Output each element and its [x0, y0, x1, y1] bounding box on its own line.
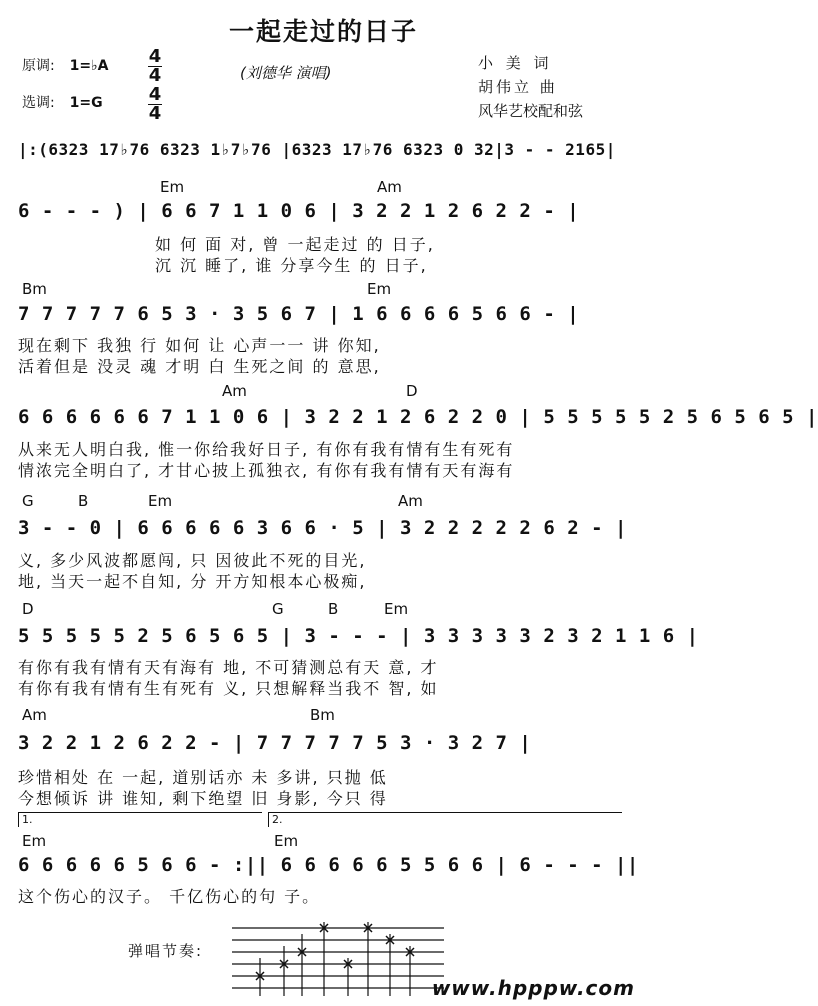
lyric-line: 有你有我有情有生有死有 义, 只想解释当我不 智, 如	[18, 679, 439, 698]
chord-symbol: Am	[222, 382, 247, 400]
notation-line: 6 6 6 6 6 5 6 6 - :|| 6 6 6 6 6 5 5 6 6 | 6 - - - ||	[18, 854, 639, 876]
chord-symbol: Am	[377, 178, 402, 196]
performer: (刘德华 演唱)	[240, 64, 332, 82]
score-row	[18, 200, 630, 226]
chord-symbol: Bm	[22, 280, 47, 298]
rhythm-label: 弹唱节奏:	[128, 942, 204, 960]
score-row	[18, 406, 818, 432]
chord-symbol: Em	[384, 600, 409, 618]
lyric-line: 情浓完全明白了, 才甘心披上孤独衣, 有你有我有情有天有海有	[18, 461, 515, 480]
score-row	[18, 303, 630, 329]
chord-symbol: Em	[148, 492, 173, 510]
score-row	[18, 517, 630, 543]
notation-line: 5 5 5 5 5 2 5 6 5 6 5 | 3 - - - | 3 3 3 3 3 2 3 2 1 1 6 |	[18, 625, 699, 647]
chord-symbol: Em	[160, 178, 185, 196]
lyric-line: 现在剩下 我独 行 如何 让 心声一一 讲 你知,	[18, 336, 381, 355]
time-signature-1: 4 4	[148, 46, 162, 86]
lyric-line: 今想倾诉 讲 谁知, 剩下绝望 旧 身影, 今只 得	[18, 789, 388, 808]
original-key: 原调: 1=♭A	[22, 58, 109, 74]
chord-symbol: Em	[22, 832, 47, 850]
chord-symbol: Am	[22, 706, 47, 724]
notation-line: 3 - - 0 | 6 6 6 6 6 3 6 6 · 5 | 3 2 2 2 2 2 6 2 - |	[18, 517, 627, 539]
lyric-line: 地, 当天一起不自知, 分 开方知根本心极痴,	[18, 572, 367, 591]
notation-line: 6 - - - ) | 6 6 7 1 1 0 6 | 3 2 2 1 2 6 2 2 - |	[18, 200, 580, 222]
score-row	[18, 625, 699, 651]
chord-symbol: B	[328, 600, 339, 618]
lyricist-credit: 小 美 词	[478, 54, 553, 72]
composer-credit: 胡伟立 曲	[478, 78, 558, 96]
notation-line: 7 7 7 7 7 6 5 3 · 3 5 6 7 | 1 6 6 6 6 5 6 6 - |	[18, 303, 580, 325]
lyric-line: 珍惜相处 在 一起, 道别话亦 未 多讲, 只抛 低	[18, 768, 388, 787]
lyric-line: 沉 沉 睡了, 谁 分享今生 的 日子,	[155, 256, 428, 275]
chord-symbol: Em	[274, 832, 299, 850]
chord-symbol: Am	[398, 492, 423, 510]
lyric-line: 这个伤心的汉子。 千亿伤心的句 子。	[18, 887, 321, 906]
chord-symbol: G	[22, 492, 34, 510]
lyric-line: 从来无人明白我, 惟一你给我好日子, 有你有我有情有生有死有	[18, 440, 515, 459]
arranger-credit: 风华艺校配和弦	[478, 102, 584, 120]
chord-symbol: Bm	[310, 706, 335, 724]
notation-line: 6 6 6 6 6 6 7 1 1 0 6 | 3 2 2 1 2 6 2 2 0 | 5 5 5 5 5 2 5 6 5 6 5 |	[18, 406, 818, 428]
second-ending: 2.	[268, 812, 622, 827]
chord-symbol: B	[78, 492, 89, 510]
chord-symbol: G	[272, 600, 284, 618]
watermark: www.hpppw.com	[431, 976, 635, 1000]
lyric-line: 如 何 面 对, 曾 一起走过 的 日子,	[155, 235, 435, 254]
lyric-line: 活着但是 没灵 魂 才明 白 生死之间 的 意思,	[18, 357, 381, 376]
strum-pattern-grid	[232, 918, 444, 996]
score-row	[18, 854, 639, 880]
time-signature-2: 4 4	[148, 84, 162, 124]
score-row	[18, 732, 630, 758]
first-ending: 1.	[18, 812, 262, 827]
score-row	[18, 140, 630, 166]
chord-symbol: Em	[367, 280, 392, 298]
lyric-line: 有你有我有情有天有海有 地, 不可猜测总有天 意, 才	[18, 658, 439, 677]
chord-symbol: D	[22, 600, 34, 618]
chord-symbol: D	[406, 382, 418, 400]
lyric-line: 义, 多少风波都愿闯, 只 因彼此不死的目光,	[18, 551, 367, 570]
notation-line: |:(6323 17♭76 6323 1♭7♭76 |6323 17♭76 6323 0 32|3 - - 2165|	[18, 140, 616, 159]
notation-line: 3 2 2 1 2 6 2 2 - | 7 7 7 7 7 5 3 · 3 2 7 |	[18, 732, 532, 754]
selected-key: 选调: 1=G	[22, 95, 103, 111]
song-title: 一起走过的日子	[228, 17, 418, 46]
